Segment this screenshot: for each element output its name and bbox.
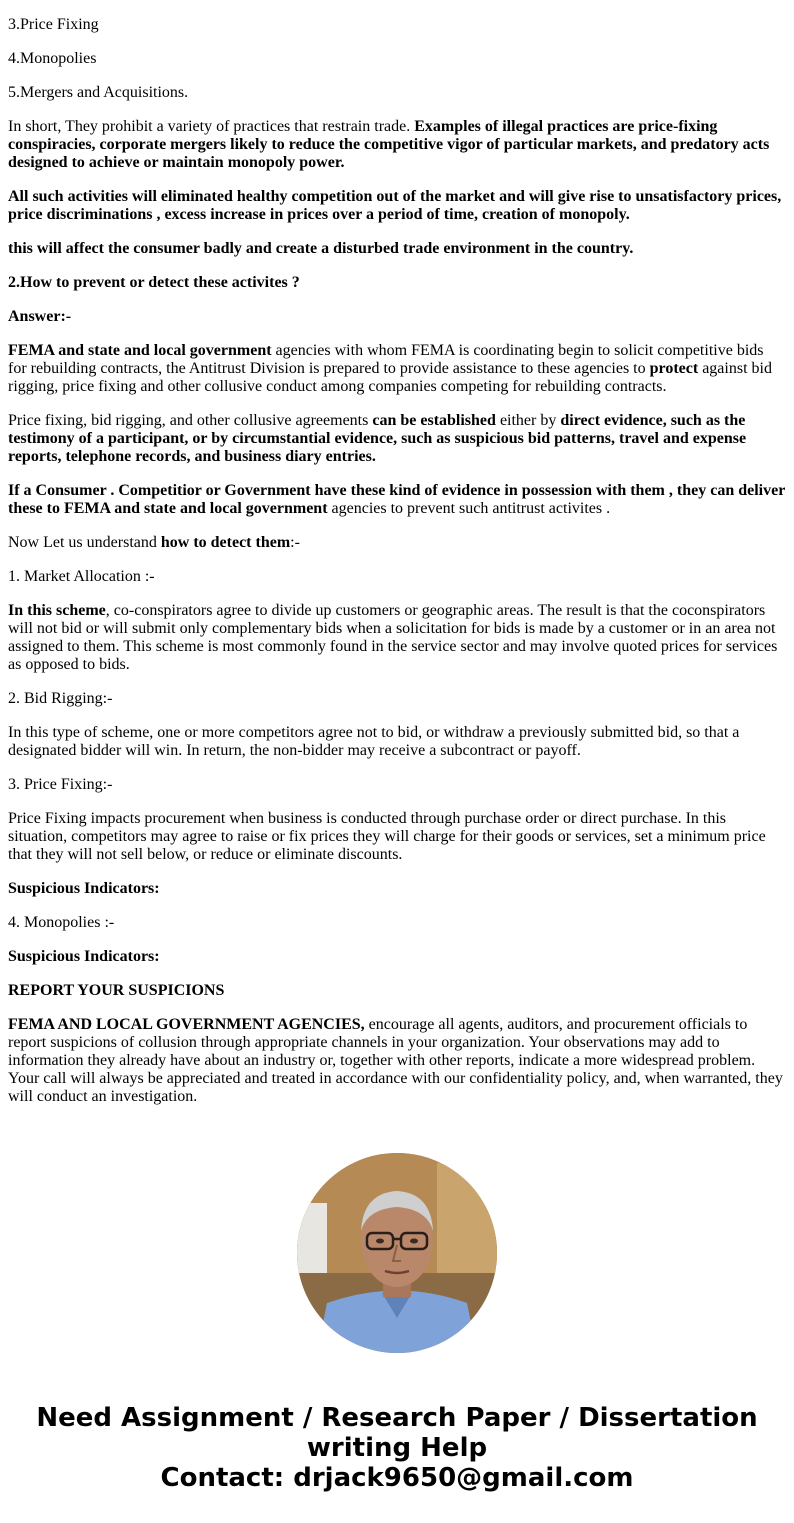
paragraph-bid-rigging: In this type of scheme, one or more competitors agree not to bid, or withdraw a previously submitted bid, so that a designated bidder will win. In return, the non-bidder may receive a subcontract or payoff. — [8, 724, 740, 759]
bold-run: Suspicious Indicators: — [8, 948, 160, 965]
text-run: , co-conspirators agree to divide up customers or geographic areas. The result is that the coconspirators will not bid or will submit only complementary bids when a solicitation for bids is made by a customer or in an area not assigned to them. This scheme is most commonly found in the service sector and may involve quoted prices for services as opposed to bids. — [8, 602, 778, 673]
list-item: 5.Mergers and Acquisitions. — [8, 84, 189, 101]
suspicious-indicators-heading — [8, 880, 786, 898]
bold-run: this will affect the consumer badly and create a disturbed trade environment in the country. — [8, 240, 634, 257]
bold-run: 2.How to prevent or detect these activites ? — [8, 274, 300, 291]
section-heading-price-fixing: 3. Price Fixing:- — [8, 776, 113, 793]
bold-run: FEMA and state and local government — [8, 342, 272, 359]
wall-switchboard — [297, 1203, 327, 1273]
portrait-image — [297, 1153, 497, 1353]
bold-run: FEMA AND LOCAL GOVERNMENT AGENCIES, — [8, 1016, 365, 1033]
answer-heading — [8, 308, 786, 326]
bold-run: If a Consumer . Competitior or Government have these kind of evidence in possession with them , they can deliver these to FEMA and state and local government — [8, 482, 786, 517]
bold-run: direct evidence, such as the testimony of a participant, or by circumstantial evidence, such as suspicious bid patterns, travel and expense reports, telephone records, and business diary entries. — [8, 412, 747, 465]
paragraph-all-such — [8, 188, 786, 224]
bold-run: REPORT YOUR SUSPICIONS — [8, 982, 225, 999]
section-heading-market-allocation: 1. Market Allocation :- — [8, 568, 155, 585]
paragraph-evidence — [8, 412, 786, 466]
suspicious-indicators-heading — [8, 948, 786, 966]
paragraph-now — [8, 534, 786, 552]
carved-panel — [437, 1163, 497, 1273]
bold-run: can be established — [372, 412, 496, 429]
bold-run: Examples of illegal practices are price-fixing conspiracies, corporate mergers likely to reduce the competitive vigor of particular markets, and predatory acts designed to achieve or maintain monopoly power. — [8, 118, 770, 171]
article-body — [8, 0, 786, 1122]
text-run: either by — [495, 412, 561, 429]
text-run: Now Let us understand — [8, 534, 161, 551]
right-eye — [410, 1239, 418, 1244]
section-heading-bid-rigging: 2. Bid Rigging:- — [8, 690, 113, 707]
report-heading — [8, 982, 786, 1000]
paragraph-price-fixing: Price Fixing impacts procurement when business is conducted through purchase order or direct purchase. In this situation, competitors may agree to raise or fix prices they will charge for their goods or services, set a minimum price that they will not sell below, or reduce or eliminate discounts. — [8, 810, 766, 863]
list-item: 4.Monopolies — [8, 50, 97, 67]
text-run: agencies to prevent such antitrust activites . — [327, 500, 611, 517]
bold-run: In this scheme — [8, 602, 106, 619]
cta-headline: Need Assignment / Research Paper / Dissertation writing Help — [36, 1403, 758, 1463]
text-run: encourage all agents, auditors, and procurement officials to report suspicions of collusion through appropriate channels in your organization. Your observations may add to information they already have about an industry or, together with other reports, indicate a more widespread problem. Your call will always be appreciated and treated in accordance with our confidentiality policy, and, when warranted, they will conduct an investigation. — [8, 1016, 783, 1105]
bold-run: Answer:- — [8, 308, 72, 325]
cta-contact: Contact: drjack9650@gmail.com — [160, 1463, 634, 1493]
text-run: Price fixing, bid rigging, and other collusive agreements — [8, 412, 373, 429]
paragraph-consumer — [8, 482, 786, 518]
question-heading — [8, 274, 786, 292]
text-run: :- — [290, 534, 300, 551]
bold-run: protect — [649, 360, 699, 377]
paragraph-fema — [8, 342, 786, 396]
paragraph-market-allocation — [8, 602, 786, 674]
bold-run: Suspicious Indicators: — [8, 880, 160, 897]
text-run: In short, They prohibit a variety of practices that restrain trade. — [8, 118, 415, 135]
text-run: against bid rigging, price fixing and other collusive conduct among companies competing for rebuilding contracts. — [8, 360, 772, 395]
paragraph-report — [8, 1016, 786, 1106]
list-item: 3.Price Fixing — [8, 16, 99, 33]
bold-run: All such activities will eliminated healthy competition out of the market and will give rise to unsatisfactory prices, price discriminations , excess increase in prices over a period of time, creation of monopoly. — [8, 188, 782, 223]
call-to-action — [0, 1403, 794, 1493]
paragraph-in-short — [8, 118, 786, 172]
paragraph-affect — [8, 240, 786, 258]
text-run: agencies with whom FEMA is coordinating begin to solicit competitive bids for rebuilding contracts, the Antitrust Division is prepared to provide assistance to these agencies to — [8, 342, 764, 377]
left-eye — [376, 1239, 384, 1244]
bold-run: how to detect them — [160, 534, 291, 551]
section-heading-monopolies: 4. Monopolies :- — [8, 914, 115, 931]
author-avatar — [297, 1153, 497, 1353]
